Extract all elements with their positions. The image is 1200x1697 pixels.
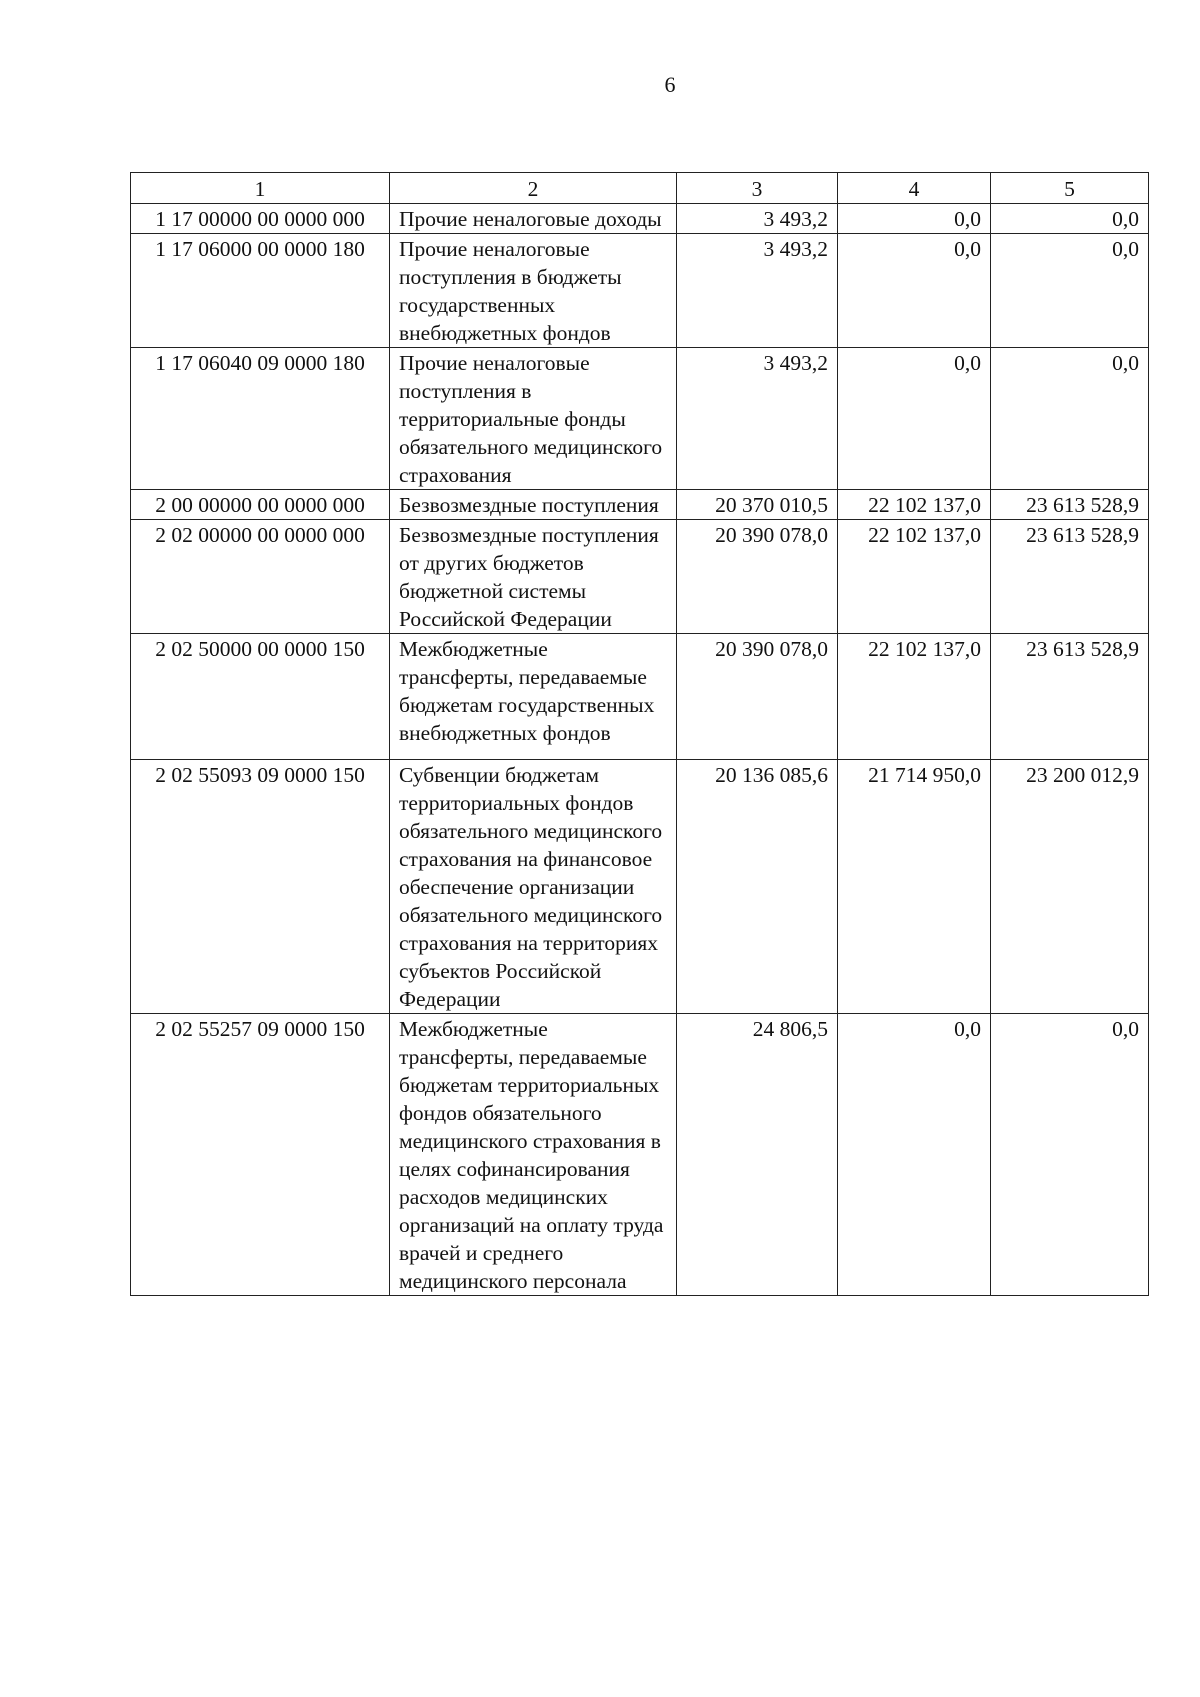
value-col-3: 3 493,2	[677, 234, 838, 348]
revenue-name: Межбюджетные трансферты, передаваемые бюджетам государственных внебюджетных фондов	[390, 634, 677, 760]
revenue-name: Безвозмездные поступления от других бюджетов бюджетной системы Российской Федерации	[390, 520, 677, 634]
value-col-5: 23 200 012,9	[991, 760, 1149, 1014]
budget-code: 2 02 00000 00 0000 000	[131, 520, 390, 634]
revenue-name: Субвенции бюджетам территориальных фондов обязательного медицинского страхования на финансовое обеспечение организации обязательного медицинского страхования на территориях субъектов Российской Федерации	[390, 760, 677, 1014]
revenue-name: Прочие неналоговые поступления в бюджеты государственных внебюджетных фондов	[390, 234, 677, 348]
value-col-4: 0,0	[838, 1014, 991, 1296]
revenue-name: Безвозмездные поступления	[390, 490, 677, 520]
revenue-name: Прочие неналоговые доходы	[390, 204, 677, 234]
budget-code: 2 02 55257 09 0000 150	[131, 1014, 390, 1296]
value-col-3: 3 493,2	[677, 204, 838, 234]
value-col-5: 23 613 528,9	[991, 490, 1149, 520]
value-col-5: 0,0	[991, 348, 1149, 490]
header-col-1: 1	[131, 173, 390, 204]
table-row	[131, 760, 1149, 1014]
header-col-5: 5	[991, 173, 1149, 204]
table-row	[131, 234, 1149, 348]
value-col-4: 22 102 137,0	[838, 634, 991, 760]
value-col-3: 20 136 085,6	[677, 760, 838, 1014]
value-col-5: 0,0	[991, 204, 1149, 234]
table-row	[131, 348, 1149, 490]
value-col-5: 23 613 528,9	[991, 634, 1149, 760]
revenue-name: Прочие неналоговые поступления в территориальные фонды обязательного медицинского страхования	[390, 348, 677, 490]
table-row	[131, 634, 1149, 760]
budget-revenue-table	[130, 172, 1149, 1296]
value-col-5: 0,0	[991, 234, 1149, 348]
table-row	[131, 204, 1149, 234]
page-number: 6	[664, 72, 676, 97]
table-row	[131, 520, 1149, 634]
value-col-4: 22 102 137,0	[838, 490, 991, 520]
value-col-4: 0,0	[838, 348, 991, 490]
budget-code: 1 17 06040 09 0000 180	[131, 348, 390, 490]
value-col-4: 21 714 950,0	[838, 760, 991, 1014]
value-col-5: 23 613 528,9	[991, 520, 1149, 634]
value-col-3: 24 806,5	[677, 1014, 838, 1296]
header-col-2: 2	[390, 173, 677, 204]
value-col-4: 0,0	[838, 234, 991, 348]
value-col-4: 0,0	[838, 204, 991, 234]
budget-code: 2 02 50000 00 0000 150	[131, 634, 390, 760]
budget-code: 1 17 00000 00 0000 000	[131, 204, 390, 234]
header-col-4: 4	[838, 173, 991, 204]
value-col-3: 20 390 078,0	[677, 634, 838, 760]
value-col-4: 22 102 137,0	[838, 520, 991, 634]
value-col-3: 20 370 010,5	[677, 490, 838, 520]
value-col-3: 20 390 078,0	[677, 520, 838, 634]
value-col-5: 0,0	[991, 1014, 1149, 1296]
value-col-3: 3 493,2	[677, 348, 838, 490]
table-header-row	[131, 173, 1149, 204]
table-row	[131, 1014, 1149, 1296]
header-col-3: 3	[677, 173, 838, 204]
revenue-name: Межбюджетные трансферты, передаваемые бюджетам территориальных фондов обязательного медицинского страхования в целях софинансирования расходов медицинских организаций на оплату труда врачей и среднего медицинского персонала	[390, 1014, 677, 1296]
budget-code: 2 00 00000 00 0000 000	[131, 490, 390, 520]
table-row	[131, 490, 1149, 520]
budget-code: 2 02 55093 09 0000 150	[131, 760, 390, 1014]
budget-code: 1 17 06000 00 0000 180	[131, 234, 390, 348]
